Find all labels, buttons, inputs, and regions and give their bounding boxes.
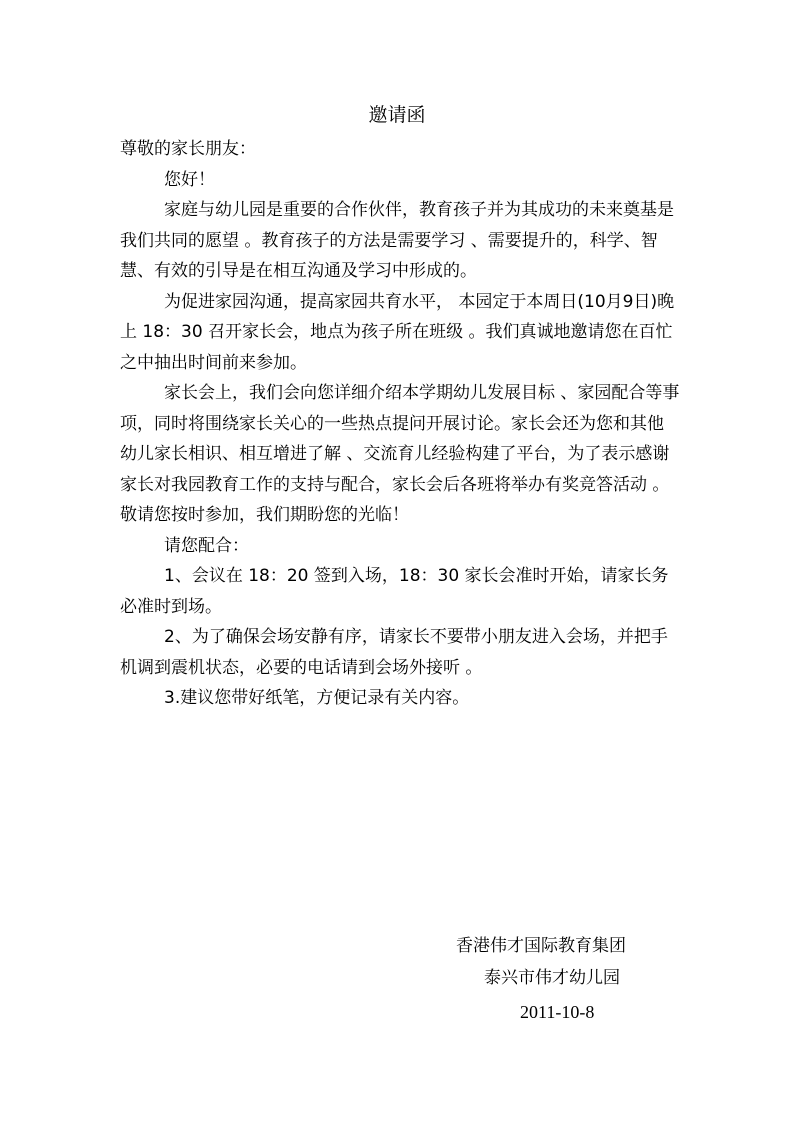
list-item: 3.建议您带好纸笔，方便记录有关内容。 — [164, 688, 470, 708]
cooperation-heading: 请您配合： — [164, 535, 249, 556]
signature-school: 泰兴市伟才幼儿园 — [484, 968, 620, 988]
list-item: 2、为了确保会场安静有序，请家长不要带小朋友进入会场，并把手机调到震机状态，必要的电话请到会场外接听 。 — [120, 627, 668, 678]
letter-title: 邀请函 — [368, 104, 426, 126]
paragraph-meeting-content: 家长会上，我们会向您详细介绍本学期幼儿发展目标 、家园配合等事项，同时将围绕家长关心的一些热点提问开展讨论。家长会还为您和其他幼儿家长相识、相互增进了解 、交流育儿经验构建了平台，为了表示感谢家长对我园教育工作的支持与配合，家长会后各班将举办有奖竞答活动 。敬请您按时参加，我们期盼您的光临！ — [120, 383, 680, 525]
greeting: 您好！ — [164, 169, 215, 190]
paragraph-partnership: 家庭与幼儿园是重要的合作伙伴，教育孩子并为其成功的未来奠基是我们共同的愿望 。教育孩子的方法是需要学习 、需要提升的，科学、智慧、有效的引导是在相互沟通及学习中形成的。 — [120, 200, 674, 281]
paragraph-meeting-notice: 为促进家园沟通，提高家园共育水平， 本园定于本周日(10月9日)晚上 18：30 召开家长会，地点为孩子所在班级 。我们真诚地邀请您在百忙之中抽出时间前来参加。 — [120, 291, 675, 373]
list-item: 1、会议在 18：20 签到入场，18：30 家长会准时开始，请家长务必准时到场。 — [120, 566, 669, 617]
salutation: 尊敬的家长朋友： — [120, 139, 256, 159]
signature-organization: 香港伟才国际教育集团 — [456, 936, 626, 956]
signature-date: 2011-10-8 — [520, 1002, 595, 1022]
letter-body — [120, 134, 680, 714]
